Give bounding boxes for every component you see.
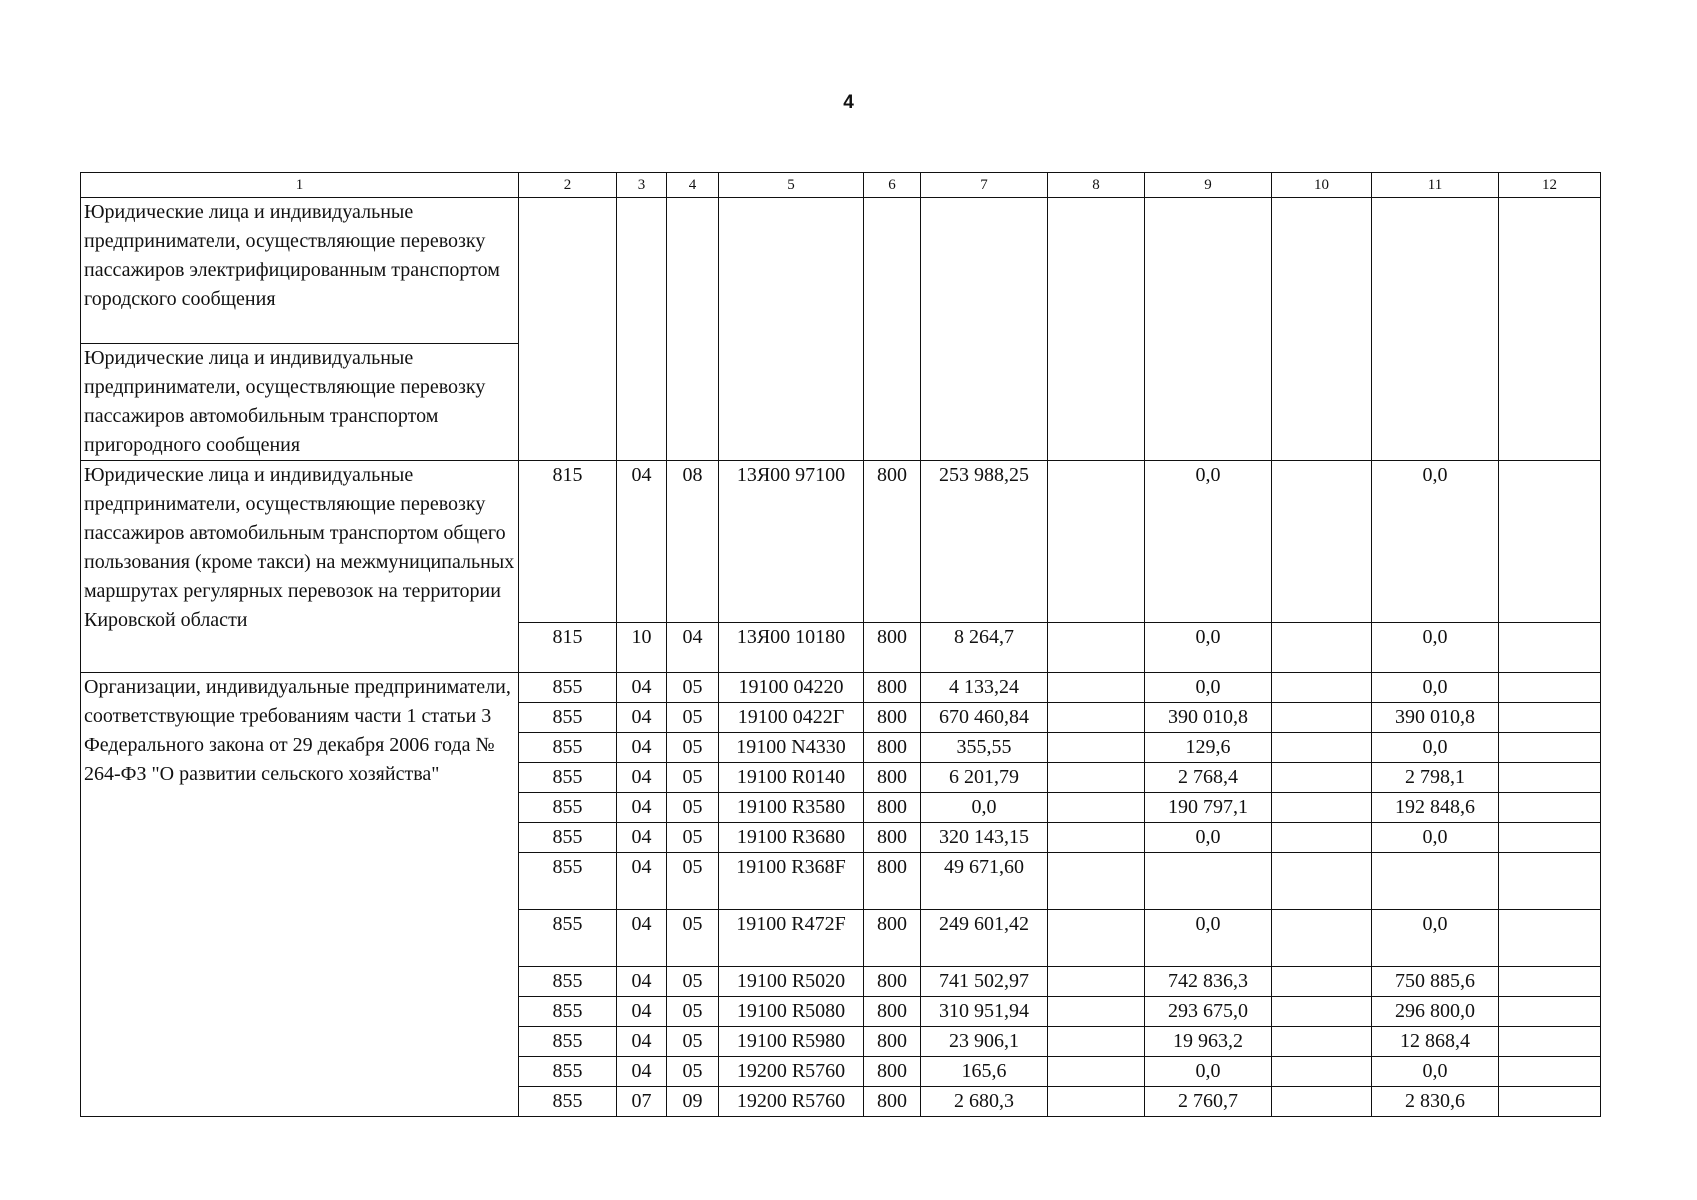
table-cell: 390 010,8 (1372, 703, 1499, 733)
table-cell: 19100 R0140 (719, 763, 864, 793)
header-cell: 2 (519, 173, 617, 198)
table-row (81, 673, 1601, 703)
table-cell: 0,0 (1145, 1057, 1272, 1087)
table-cell: 0,0 (1372, 733, 1499, 763)
table-cell: 04 (617, 1027, 667, 1057)
table-cell (1048, 793, 1145, 823)
table-cell: 815 (519, 461, 617, 623)
table-cell: 19100 R3680 (719, 823, 864, 853)
table-cell (1372, 853, 1499, 910)
table-cell: 855 (519, 1057, 617, 1087)
table-cell (1272, 967, 1372, 997)
table-cell: 800 (864, 673, 921, 703)
table-cell (1272, 1087, 1372, 1117)
table-cell: 0,0 (1372, 461, 1499, 623)
table-cell (1048, 703, 1145, 733)
table-cell: 670 460,84 (921, 703, 1048, 733)
table-cell: 19100 R368F (719, 853, 864, 910)
header-cell: 3 (617, 173, 667, 198)
table-cell: 2 760,7 (1145, 1087, 1272, 1117)
table-cell: 296 800,0 (1372, 997, 1499, 1027)
header-cell: 10 (1272, 173, 1372, 198)
table-cell: 0,0 (1372, 910, 1499, 967)
table-cell: 19100 R472F (719, 910, 864, 967)
table-cell (1272, 910, 1372, 967)
table-cell (1145, 853, 1272, 910)
header-cell: 1 (81, 173, 519, 198)
empty-cell (519, 198, 617, 461)
empty-cell (1499, 198, 1601, 461)
table-cell: 6 201,79 (921, 763, 1048, 793)
table-cell (1272, 623, 1372, 673)
table-cell (1499, 673, 1601, 703)
table-cell: 19100 R5020 (719, 967, 864, 997)
description-cell: Юридические лица и индивидуальные предприниматели, осуществляющие перевозку пассажиров автомобильным транспортом общего пользования (кроме такси) на межмуниципальных маршрутах регулярных перевозок на территории Кировской области (81, 461, 519, 673)
table-cell: 04 (617, 763, 667, 793)
table-cell: 04 (617, 1057, 667, 1087)
table-cell: 855 (519, 673, 617, 703)
description-cell: Организации, индивидуальные предприниматели, соответствующие требованиям части 1 статьи 3 Федерального закона от 29 декабря 2006 года № 264-ФЗ "О развитии сельского хозяйства" (81, 673, 519, 1117)
table-cell: 855 (519, 733, 617, 763)
table-cell: 4 133,24 (921, 673, 1048, 703)
table-cell: 800 (864, 853, 921, 910)
table-cell (1272, 703, 1372, 733)
table-cell: 129,6 (1145, 733, 1272, 763)
table-cell (1499, 997, 1601, 1027)
table-cell: 800 (864, 967, 921, 997)
empty-cell (719, 198, 864, 461)
header-cell: 7 (921, 173, 1048, 198)
table-cell: 855 (519, 793, 617, 823)
table-cell (1048, 673, 1145, 703)
table-cell: 49 671,60 (921, 853, 1048, 910)
table-cell: 750 885,6 (1372, 967, 1499, 997)
table-cell: 19100 0422Г (719, 703, 864, 733)
table-cell: 05 (667, 673, 719, 703)
table-cell: 741 502,97 (921, 967, 1048, 997)
table-cell: 05 (667, 1027, 719, 1057)
empty-cell (864, 198, 921, 461)
table-cell: 390 010,8 (1145, 703, 1272, 733)
table-cell: 800 (864, 1087, 921, 1117)
table-cell (1499, 1027, 1601, 1057)
table-cell: 09 (667, 1087, 719, 1117)
table-cell: 10 (617, 623, 667, 673)
table-cell: 19200 R5760 (719, 1087, 864, 1117)
table-cell (1499, 823, 1601, 853)
table-cell (1499, 967, 1601, 997)
empty-cell (617, 198, 667, 461)
table-cell (1048, 853, 1145, 910)
table-cell: 800 (864, 997, 921, 1027)
empty-cell (921, 198, 1048, 461)
table-cell: 04 (617, 823, 667, 853)
table-cell (1499, 853, 1601, 910)
table-cell: 05 (667, 853, 719, 910)
table-cell: 2 768,4 (1145, 763, 1272, 793)
table-cell: 800 (864, 910, 921, 967)
table-cell (1499, 763, 1601, 793)
table-cell (1048, 623, 1145, 673)
table-cell: 04 (617, 703, 667, 733)
table-cell: 249 601,42 (921, 910, 1048, 967)
header-cell: 4 (667, 173, 719, 198)
table-cell: 800 (864, 1027, 921, 1057)
table-cell: 05 (667, 763, 719, 793)
table-cell: 190 797,1 (1145, 793, 1272, 823)
table-cell: 855 (519, 853, 617, 910)
table-cell: 293 675,0 (1145, 997, 1272, 1027)
header-row (81, 173, 1601, 198)
table-cell (1499, 733, 1601, 763)
empty-cell (1272, 198, 1372, 461)
table-cell: 19 963,2 (1145, 1027, 1272, 1057)
table-cell: 19100 R5980 (719, 1027, 864, 1057)
header-cell: 9 (1145, 173, 1272, 198)
table-cell: 19100 04220 (719, 673, 864, 703)
table-cell: 04 (617, 853, 667, 910)
table-cell: 04 (617, 997, 667, 1027)
table-cell (1272, 823, 1372, 853)
table-cell: 742 836,3 (1145, 967, 1272, 997)
empty-cell (1048, 198, 1145, 461)
table-cell: 04 (617, 910, 667, 967)
table-cell (1499, 703, 1601, 733)
table-cell (1272, 1027, 1372, 1057)
table-cell: 05 (667, 1057, 719, 1087)
table-cell: 192 848,6 (1372, 793, 1499, 823)
table-cell: 800 (864, 623, 921, 673)
table-cell: 855 (519, 763, 617, 793)
table-cell: 2 830,6 (1372, 1087, 1499, 1117)
table-row (81, 461, 1601, 623)
table-cell: 13Я00 97100 (719, 461, 864, 623)
header-cell: 11 (1372, 173, 1499, 198)
table-cell: 0,0 (1145, 823, 1272, 853)
table-cell (1048, 461, 1145, 623)
header-cell: 6 (864, 173, 921, 198)
table-cell (1048, 1027, 1145, 1057)
table-cell: 0,0 (921, 793, 1048, 823)
table-cell: 0,0 (1145, 910, 1272, 967)
table-cell: 800 (864, 763, 921, 793)
table-cell: 07 (617, 1087, 667, 1117)
page-number: 4 (843, 92, 854, 113)
table-cell: 04 (617, 967, 667, 997)
table-cell: 04 (617, 461, 667, 623)
table-cell: 855 (519, 703, 617, 733)
table-cell (1272, 1057, 1372, 1087)
table-cell (1048, 967, 1145, 997)
table-cell: 23 906,1 (921, 1027, 1048, 1057)
table-cell: 2 680,3 (921, 1087, 1048, 1117)
table-cell (1272, 853, 1372, 910)
table-cell: 04 (617, 793, 667, 823)
table-cell (1499, 910, 1601, 967)
table-cell: 800 (864, 1057, 921, 1087)
table-cell: 800 (864, 461, 921, 623)
table-cell: 855 (519, 823, 617, 853)
table-cell: 800 (864, 733, 921, 763)
header-cell: 8 (1048, 173, 1145, 198)
table-cell: 05 (667, 910, 719, 967)
table-cell: 05 (667, 733, 719, 763)
empty-cell (1145, 198, 1272, 461)
table-cell: 2 798,1 (1372, 763, 1499, 793)
header-cell: 12 (1499, 173, 1601, 198)
table-cell: 800 (864, 703, 921, 733)
table-cell: 355,55 (921, 733, 1048, 763)
table-cell: 04 (667, 623, 719, 673)
table-cell (1272, 461, 1372, 623)
empty-cell (667, 198, 719, 461)
table-cell (1048, 763, 1145, 793)
table-cell (1272, 997, 1372, 1027)
description-cell: Юридические лица и индивидуальные предприниматели, осуществляющие перевозку пассажиров автомобильным транспортом пригородного сообщения (81, 344, 519, 461)
table-cell (1272, 733, 1372, 763)
table-row (81, 198, 1601, 344)
table-cell (1499, 1057, 1601, 1087)
table-cell: 253 988,25 (921, 461, 1048, 623)
table-cell (1048, 823, 1145, 853)
table-cell: 855 (519, 967, 617, 997)
table-cell: 310 951,94 (921, 997, 1048, 1027)
table-cell: 855 (519, 997, 617, 1027)
table-cell (1272, 793, 1372, 823)
table-cell: 855 (519, 910, 617, 967)
budget-table (80, 172, 1601, 1117)
table-cell: 19100 N4330 (719, 733, 864, 763)
table-cell (1499, 1087, 1601, 1117)
table-cell (1048, 733, 1145, 763)
table-cell (1048, 997, 1145, 1027)
table-cell: 0,0 (1372, 673, 1499, 703)
description-cell: Юридические лица и индивидуальные предприниматели, осуществляющие перевозку пассажиров электрифицированным транспортом городского сообщения (81, 198, 519, 344)
table-cell: 320 143,15 (921, 823, 1048, 853)
table-cell: 800 (864, 823, 921, 853)
table-cell: 0,0 (1372, 623, 1499, 673)
table-cell (1272, 763, 1372, 793)
table-cell: 19200 R5760 (719, 1057, 864, 1087)
table-cell: 05 (667, 703, 719, 733)
table-cell (1048, 1087, 1145, 1117)
table-cell (1048, 1057, 1145, 1087)
table-cell (1048, 910, 1145, 967)
table-cell (1272, 673, 1372, 703)
table-cell: 12 868,4 (1372, 1027, 1499, 1057)
table-cell (1499, 623, 1601, 673)
table-cell: 0,0 (1145, 673, 1272, 703)
table-cell: 19100 R5080 (719, 997, 864, 1027)
table-cell: 05 (667, 793, 719, 823)
table-cell: 8 264,7 (921, 623, 1048, 673)
table-cell: 165,6 (921, 1057, 1048, 1087)
empty-cell (1372, 198, 1499, 461)
table-cell: 04 (617, 673, 667, 703)
table-cell: 05 (667, 997, 719, 1027)
table-cell: 04 (617, 733, 667, 763)
table-cell: 0,0 (1372, 1057, 1499, 1087)
table-cell: 13Я00 10180 (719, 623, 864, 673)
table-cell (1499, 461, 1601, 623)
table-cell: 05 (667, 967, 719, 997)
table-cell: 08 (667, 461, 719, 623)
table-cell: 815 (519, 623, 617, 673)
table-cell: 800 (864, 793, 921, 823)
table-cell: 19100 R3580 (719, 793, 864, 823)
table-cell: 855 (519, 1027, 617, 1057)
table-cell (1499, 793, 1601, 823)
table-cell: 0,0 (1145, 623, 1272, 673)
table-cell: 05 (667, 823, 719, 853)
header-cell: 5 (719, 173, 864, 198)
table-cell: 855 (519, 1087, 617, 1117)
table-cell: 0,0 (1145, 461, 1272, 623)
table-cell: 0,0 (1372, 823, 1499, 853)
